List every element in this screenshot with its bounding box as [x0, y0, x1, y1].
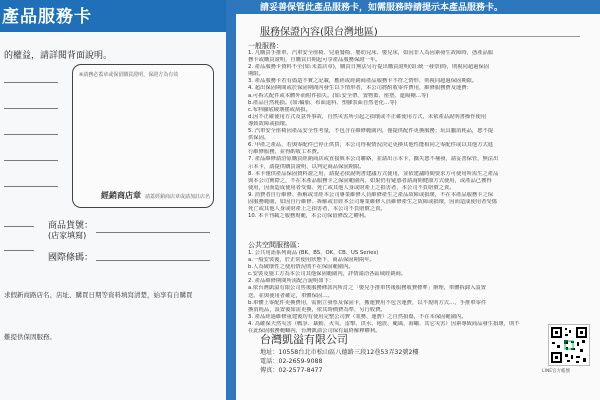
blank-line — [4, 186, 58, 187]
term-line: b.車體上零配件更換費用，需開立發票及保固卡，搬運費用不包含運費，以不規則方式…，手推車零件 — [248, 299, 487, 306]
term-line: b.人為破壞性之使用情況則不在保固範圍內。 — [248, 264, 354, 271]
product-number-label: 商品貨號： — [48, 221, 94, 231]
term-line: 3. 產品服務卡若有偽造不實之記載，應經或經銷商產品服務卡不符之情形，則視同超過保固期限。 — [248, 78, 478, 85]
card-title: 產品服務卡 — [2, 7, 92, 27]
term-line: 示本卡，請提供購買證明，以判定商品保固期限。 — [248, 163, 365, 170]
blank-line — [4, 250, 34, 251]
term-line: 死亡或其他人身或財產上之損害者，本公司不負賠償之責。 — [248, 206, 386, 213]
term-line: 6. 甲產之產品，若與零配件已停止供貨，本公司得視情況決定更換其他性能相同之零配件或以其他方式進 — [248, 142, 494, 149]
term-line: 行維修服務，並得酌收工本費。 — [248, 149, 323, 156]
title-divider — [260, 36, 580, 37]
term-line: 5. 汽車安全座椅因產品安全性考量，不包含在維修範圍內，僅提供配件更換服務；玩具屬消耗品，恕不提 — [248, 128, 494, 135]
blank-line — [4, 108, 58, 109]
company-phone: 電話：02-2659-9088 — [260, 358, 323, 365]
qr-code-icon — [549, 325, 589, 365]
blank-line — [4, 160, 58, 161]
product-number-line — [96, 232, 210, 233]
general-service-terms — [248, 50, 578, 220]
term-line: c.布料腳底破壞搖或刮損。 — [248, 106, 311, 113]
general-service-heading: 一般服務： — [248, 42, 283, 50]
term-line: 10. 本卡刊載之服務規範，本公司保留修改之權利。 — [248, 213, 370, 220]
term-line: 4. 為確保天然災害（戰爭、暴動、火災、雷擊、洪水、地震、颱風、海嘯、其它災害）因素導致商品發生損壞，則不 — [248, 320, 520, 327]
term-line: a.可拆式配件或本體外而附件損失。(如:安全帶、置物籃、座墊、遮陽棚…等) — [248, 92, 429, 99]
company-name: 台灣凱溢有限公司 — [260, 333, 348, 346]
sheet-top-text: 請妥善保管此產品服務卡，如需服務時請提示本產品服務卡。 — [260, 3, 504, 13]
term-line: 換消耗品，設置後如需更換，依其時價費為準，另行收費。 — [248, 306, 386, 313]
term-line: 供保固。 — [248, 135, 270, 142]
card-header — [0, 0, 226, 32]
term-line: b.產品自然耗損。(如:輪胎、布面退料、塑膠表面自然老化…等) — [248, 99, 397, 106]
term-line: 送，並與使用者確定，車體保固…。 — [248, 292, 333, 299]
term-line: 與本公司實際之，不在本產品服務卡之保固範圍內，如果仍有疑惑者請詢問健康方式使用，或產品已獲得 — [248, 177, 492, 184]
public-service-terms — [248, 250, 578, 335]
rights-notice: 的權益，請詳閱背面說明。 — [4, 51, 113, 61]
term-line: 3. 產品經過維修重建後均有使用完整公司費（業務、運費）之自然損傷，不在本保固範圍內。 — [248, 313, 467, 320]
term-line: 8. 本卡僅供產品保固資料證之用，請提必依說明書建議方式使用，並依建議時間要求方可使用所需生之產品 — [248, 170, 499, 177]
bottom-note-2: 難提供保固服務。 — [4, 333, 56, 341]
term-line: a.一般安裝後，於正常使用狀態下，商品保固期兩年。 — [248, 257, 375, 264]
stamp-label-sub: 請蓋經銷商店章或請加註店名 — [145, 194, 211, 200]
company-address: 地址：10558台北市松山區八德路三段12巷53弄32號2樓 — [260, 349, 419, 356]
barcode-label: 國際條碼： — [48, 253, 94, 263]
service-card-front — [0, 0, 226, 400]
term-line: d.因不正確使用方式及意外事故，自然災害所引起之損壞或不正確使用方式，未依產品說明書操作使用 — [248, 113, 487, 120]
service-terms-sheet — [236, 0, 600, 400]
term-line: 2. 產品維修期間所需配合說明如下： — [248, 278, 335, 285]
stamp-label-main: 經銷商店章 — [101, 191, 141, 200]
product-number-sub: (店家填寫) — [48, 231, 87, 240]
stamp-note: ※請務必蓋章或保留購買證明，保證方為有效 — [79, 72, 179, 78]
term-line: 期限。 — [248, 71, 264, 78]
barcode-line — [96, 260, 210, 261]
term-line: 1. 凡購買手推車、汽車安全座椅、兒童餐椅、嬰幼兒床、嬰兒床，如因非人為因素發生故障時，憑產品服 — [248, 50, 494, 56]
qr-caption: LINE官方帳號 — [542, 369, 571, 374]
term-line: 1. 公共用語系列商品 (BK、BS、OK、CB、US Series) — [248, 250, 379, 256]
company-fax: 傳真：02-2577-8477 — [260, 367, 323, 374]
term-line: 4. 超出保固期間或於保固期間內發生以下情形者，本公司將酌收零件費用，維修服務費及運費： — [248, 85, 472, 92]
term-line: 務卡或購買證明，自購買日期起可享產品服務保證一年。 — [248, 57, 381, 64]
public-service-heading: 公共空間服務區： — [248, 241, 304, 249]
term-line: 2. 產品服務卡資料不全(如:未蓋店章)，購買日無法另行提出購買證明(如:統一發票)時，則視同超過保固 — [248, 64, 490, 71]
blank-line — [4, 226, 34, 227]
term-line: 使用，因而造成使用者受傷、死亡或其他人身或財產上之損害者，本公司不負賠償之責。 — [248, 184, 455, 191]
term-line: 7. 產品維修請洽原購買經銷商店或直接與本公司聯絡，並請出示本卡，攜失恕不補發，請妥善保管，無法出 — [248, 156, 499, 163]
stamp-label — [101, 190, 210, 201]
term-line: a.依台灣凱溢有限公司售後服務條款內所訂之「嬰兒手推車售後服務收費標準」辦理，車體拆卸入設置 — [248, 285, 486, 292]
term-line: 導致故障或損壞。 — [248, 120, 291, 127]
term-line: 9. 消費者自行維修、拆解或非經本公司專業維修人員維修產生之產品故障或損壞，不在本產品服務卡之保 — [248, 191, 494, 198]
sheet-title: 服務保證內容(限台灣地區) — [260, 27, 378, 38]
blank-line — [4, 82, 58, 83]
qr-code — [548, 324, 590, 366]
term-line: 在此保固服務範疇內，台灣凱溢公司保有最終解釋權利。 — [248, 328, 381, 335]
term-line: c.安裝及施工方為本公司其他保固範圍內，詳情請洽各區域經銷商。 — [248, 271, 407, 278]
sheet-top-banner — [236, 0, 600, 14]
bottom-note-1: 求假新商路店名、店址、購買日期等資料填寫清楚，始享有自購買 — [4, 291, 193, 299]
term-line: 固服務範圍，如因自行維修、拆解或非經本公司專業維修人員維修產生之故障或損壞，因而造成使用者受傷 — [248, 198, 497, 205]
blank-line — [4, 134, 58, 135]
dealer-stamp-box — [72, 64, 214, 208]
